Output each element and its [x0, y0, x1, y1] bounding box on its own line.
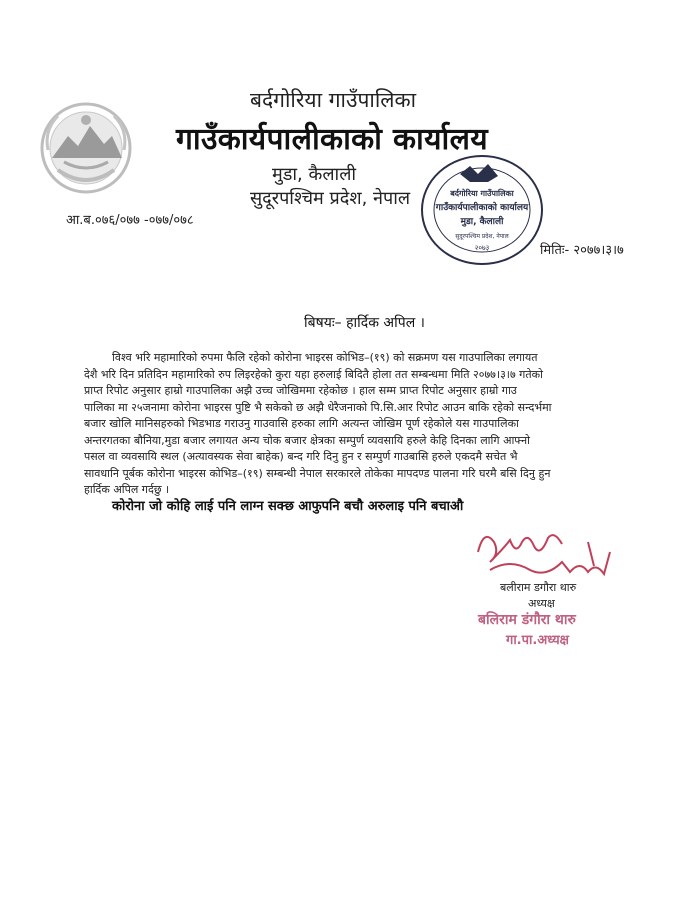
signer-title: अध्यक्ष: [528, 597, 555, 610]
seal-text-3: मुडा, कैलाली: [460, 217, 504, 227]
closing-slogan: कोरोना जो कोहि लाई पनि लाग्न सक्छ आफुपनि बचौ अरुलाइ पनि बचाऔ: [112, 499, 464, 514]
seal-text-1: बर्दगोरिया गाउँपालिका: [450, 189, 514, 198]
province-line: सुदूरपश्चिम प्रदेश, नेपाल: [250, 188, 411, 209]
municipality-name: बर्दगोरिया गाउँपालिका: [250, 88, 417, 112]
body-line: विश्व भरि महामारिको रुपमा फैलि रहेको कोरोना भाइरस कोभिड–(१९) को सक्रमण यस गाउपालिका लगायत: [112, 351, 538, 364]
handwritten-signature-icon: [470, 522, 620, 584]
stamp-title: गा.पा.अध्यक्ष: [506, 633, 569, 648]
body-line: देशै भरि दिन प्रतिदिन महामारिको रुप लिइरहेको कुरा यहा हरुलाई बिदितै होला तत सम्बन्धमा मिति २०७७।३।७ गतेको: [84, 367, 543, 381]
body-line: हार्दिक अपिल गर्दछु ।: [84, 483, 170, 496]
seal-text-2: गाउँकार्यपालीकाको कार्यालय: [435, 203, 529, 213]
office-title: गाउँकार्यपालीकाको कार्यालय: [176, 122, 488, 157]
nepal-emblem-icon: [38, 100, 134, 196]
stamp-name: बलिराम डंगौरा थारु: [478, 612, 576, 628]
body-line: पसल वा व्यवसायि स्थल (अत्यावस्यक सेवा बाहेक) बन्द गरि दिनु हुन र सम्पुर्ण गाउबासि हरुले एकदमै सचेत भै: [84, 450, 518, 463]
letter-body: [84, 350, 636, 499]
letter-subject: बिषयः– हार्दिक अपिल ।: [304, 315, 425, 331]
signer-name: बलीराम डगौरा थारु: [500, 581, 577, 594]
office-location: मुडा, कैलाली: [272, 164, 357, 185]
letter-date: मितिः- २०७७।३।७: [540, 243, 624, 258]
body-line: अन्तरगतका बौनिया,मुडा बजार लगायत अन्य चोक बजार क्षेत्रका सम्पुर्ण व्यवसायि हरुले केहि दिनका लागि आफ्नो: [84, 433, 530, 447]
body-line: सावधानि पूर्बक कोरोना भाइरस कोभिड–(१९) सम्बन्धी नेपाल सरकारले तोकेका मापदण्ड पालना गरि घरमै बसि दिनु हुन: [84, 466, 551, 480]
body-line: पालिका मा २५जनामा कोरोना भाइरस पुष्टि भै सकेको छ अझै धेरैजनाको पि.सि.आर रिपोट आउन बाकि रहेको सन्दर्भमा: [84, 400, 552, 414]
body-line: बजार खोलि मानिसहरुको भिडभाड गराउनु गाउवासि हरुका लागि अत्यन्त जोखिम पूर्ण रहेकोले यस गाउपालिका: [84, 417, 519, 430]
reference-number: आ.ब.०७६/०७७ -०७७/०७८: [66, 213, 194, 228]
seal-text-4: सुदूरपश्चिम प्रदेश, नेपाल: [455, 233, 509, 240]
body-line: प्राप्त रिपोट अनुसार हाम्रो गाउपालिका अझै उच्च जोखिममा रहेकोछ । हाल सम्म प्राप्त रिपोट अनुसार हाम्रो गाउ: [84, 384, 517, 397]
office-seal-icon: [418, 152, 546, 268]
seal-text-5: २०७३: [474, 244, 490, 252]
